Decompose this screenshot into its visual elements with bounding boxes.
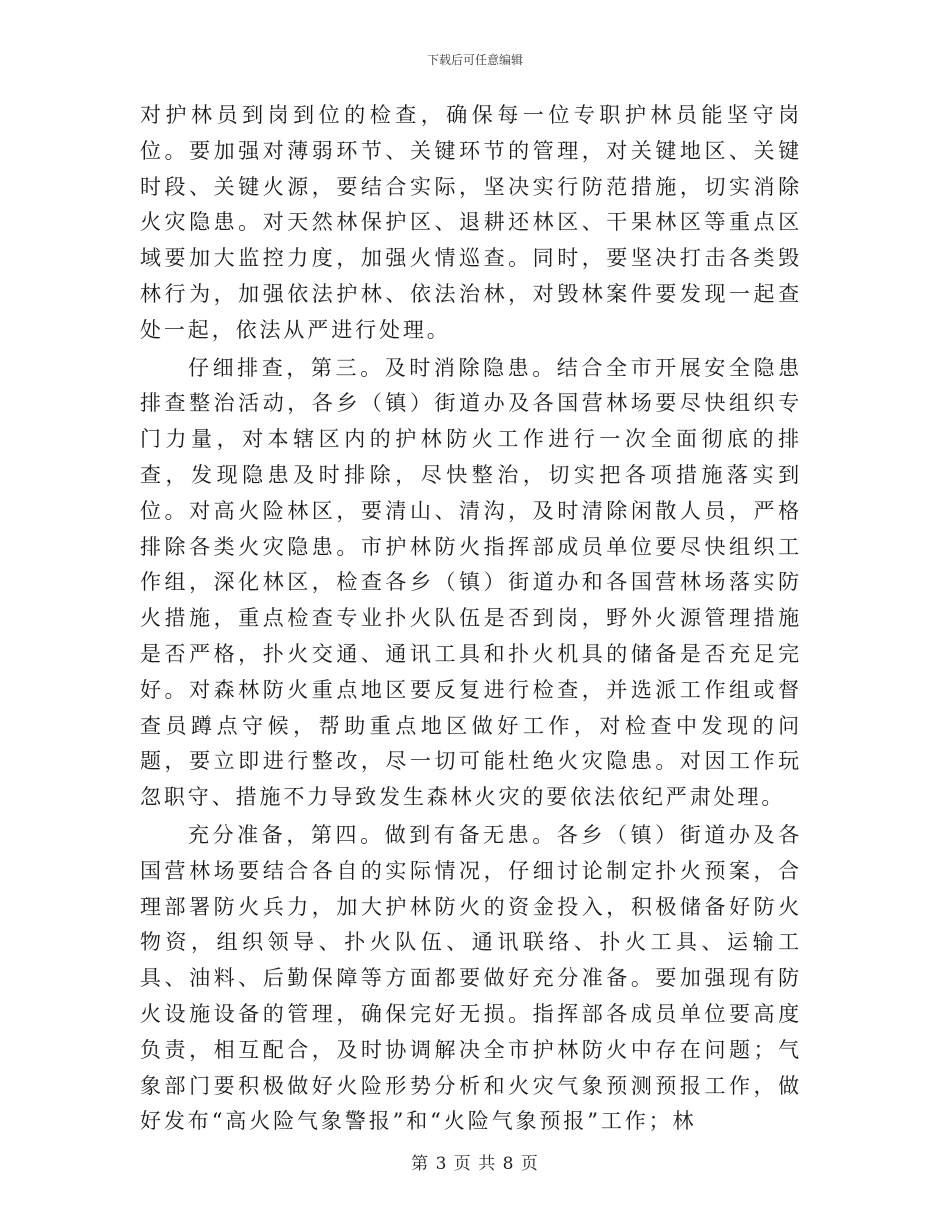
paragraph-continued: 对护林员到岗到位的检查，确保每一位专职护林员能坚守岗位。要加强对薄弱环节、关键环节的管理，对关键地区、关键时段、关键火源，要结合实际，坚决实行防范措施，切实消除火灾隐患。对天然林保护区、退耕还林区、干果林区等重点区域要加大监控力度，加强火情巡查。同时，要坚决打击各类毁林行为，加强依法护林、依法治林，对毁林案件要发现一起查处一起，依法从严进行处理。 bbox=[140, 103, 802, 342]
document-body bbox=[140, 98, 802, 1142]
page-header: 下载后可任意编辑 bbox=[426, 53, 523, 67]
paragraph-section-three: 仔细排查，第三。及时消除隐患。结合全市开展安全隐患排查整治活动，各乡（镇）街道办及各国营林场要尽快组织专门力量，对本辖区内的护林防火工作进行一次全面彻底的排查，发现隐患及时排除，尽快整治，切实把各项措施落实到位。对高火险林区，要清山、清沟，及时清除闲散人员，严格排除各类火灾隐患。市护林防火指挥部成员单位要尽快组织工作组，深化林区，检查各乡（镇）街道办和各国营林场落实防火措施，重点检查专业扑火队伍是否到岗，野外火源管理措施是否严格，扑火交通、通讯工具和扑火机具的储备是否充足完好。对森林防火重点地区要反复进行检查，并选派工作组或督查员蹲点守候，帮助重点地区做好工作，对检查中发现的问题，要立即进行整改，尽一切可能杜绝火灾隐患。对因工作玩忽职守、措施不力导致发生森林火灾的要依法依纪严肃处理。 bbox=[140, 355, 802, 810]
page-number-footer: 第 3 页 共 8 页 bbox=[411, 1154, 539, 1174]
paragraph-section-four: 充分准备，第四。做到有备无患。各乡（镇）街道办及各国营林场要结合各自的实际情况，仔细讨论制定扑火预案，合理部署防火兵力，加大护林防火的资金投入，积极储备好防火物资，组织领导、扑火队伍、通讯联络、扑火工具、运输工具、油料、后勤保障等方面都要做好充分准备。要加强现有防火设施设备的管理，确保完好无损。指挥部各成员单位要高度负责，相互配合，及时协调解决全市护林防火中存在问题；气象部门要积极做好火险形势分析和火灾气象预测预报工作，做好发布“高火险气象警报”和“火险气象预报”工作；林 bbox=[140, 822, 802, 1134]
